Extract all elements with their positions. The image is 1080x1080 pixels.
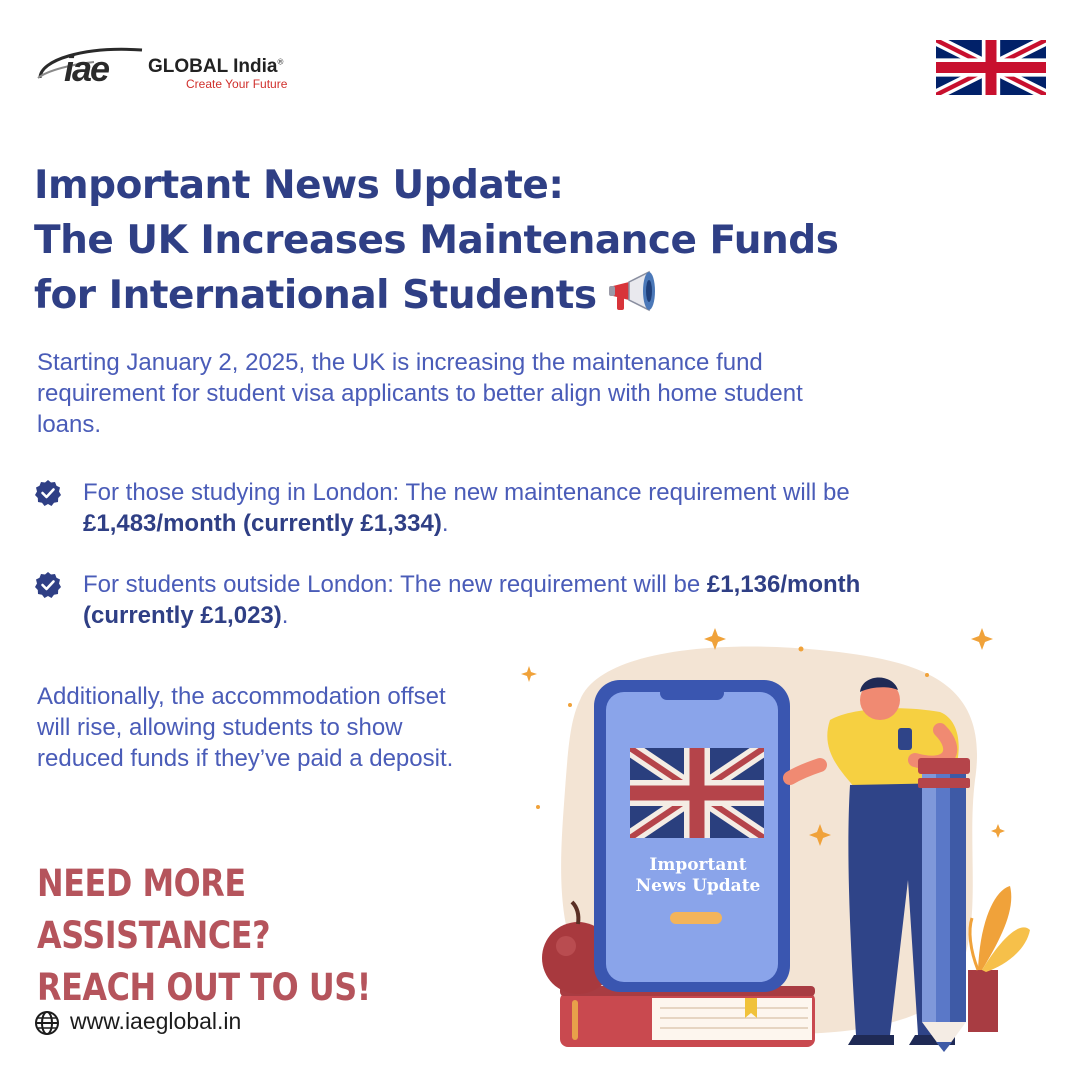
title-line-3-text: for International Students <box>34 273 597 318</box>
brand-tagline: Create Your Future <box>186 77 288 91</box>
bullet-text <box>83 477 913 539</box>
website-url[interactable]: www.iaeglobal.in <box>70 1008 242 1034</box>
bullet-highlight: £1,483/month (currently £1,334) <box>83 510 442 537</box>
bullet-text-after: . <box>281 602 289 629</box>
potted-plant <box>968 886 1030 1032</box>
check-badge-icon <box>34 571 62 599</box>
call-to-action <box>37 858 381 1014</box>
bullet-highlight: £1,136/month (currently £1,023) <box>83 571 861 629</box>
logo-mark: iae <box>64 48 109 89</box>
megaphone-icon <box>607 268 661 316</box>
uk-flag-icon <box>936 40 1046 95</box>
brand-name-text: GLOBAL India <box>148 56 278 77</box>
news-illustration <box>520 620 1040 1060</box>
cta-line-1: NEED MORE ASSISTANCE? <box>37 862 271 957</box>
bullet-text-after: . <box>441 510 449 537</box>
books-stack <box>560 986 815 1047</box>
registered-mark: ® <box>277 57 284 67</box>
title-line-1: Important News Update: <box>34 163 564 208</box>
brand-name <box>148 56 283 78</box>
cta-line-2: REACH OUT TO US! <box>37 966 371 1009</box>
phone-title-line-2: News Update <box>635 876 761 896</box>
phone <box>594 680 790 992</box>
brand-logo <box>34 40 314 100</box>
bullet-text-before: For those studying in London: The new maintenance requirement will be <box>83 479 850 506</box>
title-line-2: The UK Increases Maintenance Funds <box>34 218 839 263</box>
check-badge-icon <box>34 479 62 507</box>
bullet-text-before: For students outside London: The new requirement will be <box>83 571 707 598</box>
title-line-3 <box>34 268 934 323</box>
globe-icon <box>34 1010 60 1036</box>
pencil <box>918 758 970 1052</box>
intro-paragraph: Starting January 2, 2025, the UK is increasing the maintenance fund requirement for student visa applicants to better align with home student loans. <box>37 349 803 438</box>
page-title <box>34 158 934 323</box>
additional-paragraph: Additionally, the accommodation offset will rise, allowing students to show reduced funds if they’ve paid a deposit. <box>37 683 454 772</box>
phone-title-line-1: Important <box>649 855 747 875</box>
